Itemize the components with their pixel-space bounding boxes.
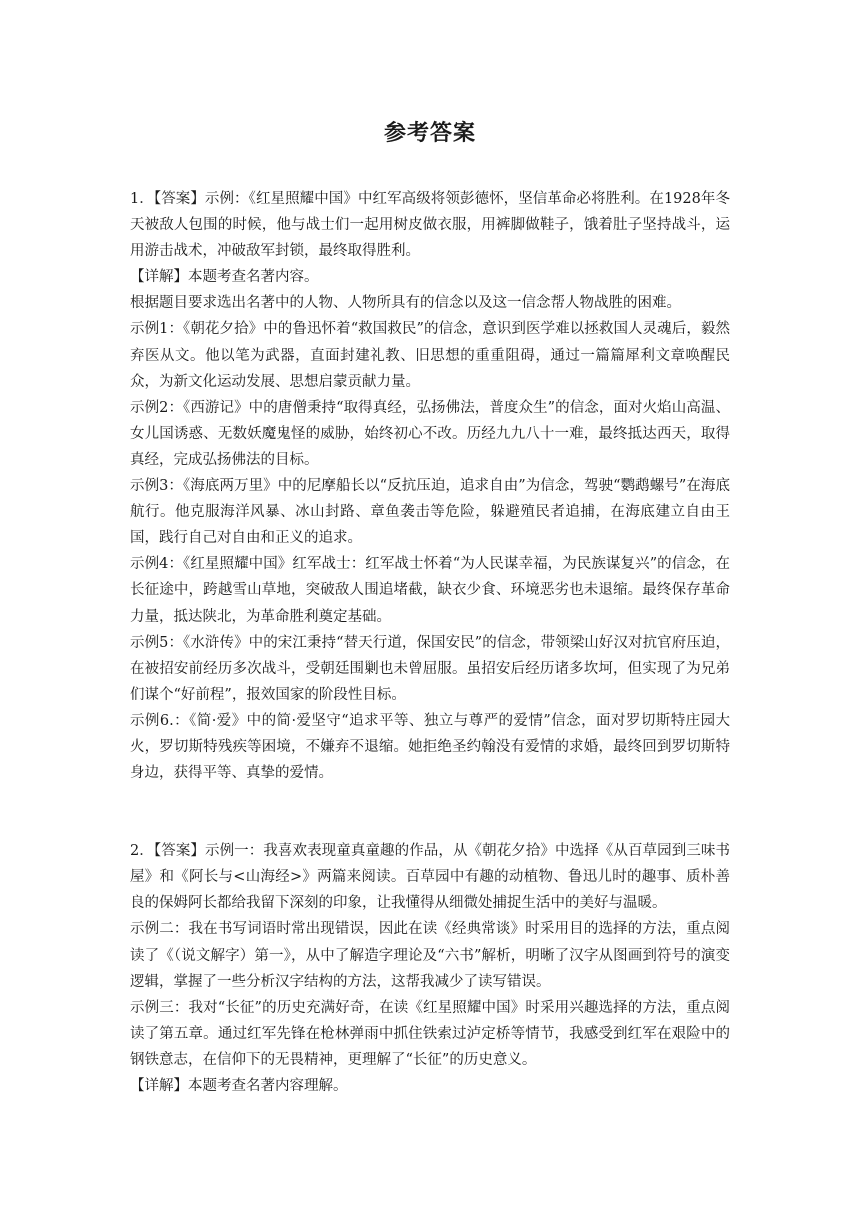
q1-example-2: 示例2：《西游记》中的唐僧秉持“取得真经，弘扬佛法，普度众生”的信念，面对火焰山高温、女儿国诱惑、无数妖魔鬼怪的威胁，始终初心不改。历经九九八十一难，最终抵达西天，取得真经，完成弘扬佛法的目标。 bbox=[130, 399, 730, 468]
q2-detail: 【详解】本题考查名著内容理解。 bbox=[130, 1078, 348, 1094]
q1-intro: 根据题目要求选出名著中的人物、人物所具有的信念以及这一信念帮人物战胜的困难。 bbox=[130, 295, 681, 312]
section-spacer bbox=[130, 786, 730, 838]
answer-content bbox=[130, 186, 730, 1099]
q2-example-3: 示例三：我对“长征”的历史充满好奇，在读《红星照耀中国》时采用兴趣选择的方法，重点阅读了第五章。通过红军先锋在枪林弹雨中抓住铁索过泸定桥等情节，我感受到红军在艰险中的钢铁意志，在信仰下的无畏精神，更理解了“长征”的历史意义。 bbox=[130, 999, 730, 1068]
q1-answer: 1．【答案】示例：《红星照耀中国》中红军高级将领彭德怀，坚信革命必将胜利。在1928年冬天被敌人包围的时候，他与战士们一起用树皮做衣服，用裤脚做鞋子，饿着肚子坚持战斗，运用游击战术，冲破敌军封锁，最终取得胜利。 bbox=[130, 191, 730, 260]
q1-example-1: 示例1：《朝花夕拾》中的鲁迅怀着“救国救民”的信念，意识到医学难以拯救国人灵魂后，毅然弃医从文。他以笔为武器，直面封建礼教、旧思想的重重阻碍，通过一篇篇犀利文章唤醒民众，为新文化运动发展、思想启蒙贡献力量。 bbox=[130, 321, 730, 390]
question-1-block bbox=[130, 186, 730, 786]
q1-example-3: 示例3：《海底两万里》中的尼摩船长以“反抗压迫，追求自由”为信念，驾驶“鹦鹉螺号”在海底航行。他克服海洋风暴、冰山封路、章鱼袭击等危险，躲避殖民者追捕，在海底建立自由王国，践行自己对自由和正义的追求。 bbox=[130, 478, 730, 547]
q1-example-6: 示例6.：《简·爱》中的简·爱坚守“追求平等、独立与尊严的爱情”信念，面对罗切斯特庄园大火，罗切斯特残疾等困境，不嫌弃不退缩。她拒绝圣约翰没有爱情的求婚，最终回到罗切斯特身边，获得平等、真挚的爱情。 bbox=[130, 712, 730, 782]
q1-example-4: 示例4：《红星照耀中国》红军战士：红军战士怀着“为人民谋幸福，为民族谋复兴”的信念，在长征途中，跨越雪山草地，突破敌人围追堵截，缺衣少食、环境恶劣也未退缩。最终保存革命力量，抵达陕北，为革命胜利奠定基础。 bbox=[130, 556, 730, 625]
q1-detail: 【详解】本题考查名著内容。 bbox=[130, 269, 319, 286]
page-title: 参考答案 bbox=[383, 120, 476, 146]
q2-example-2: 示例二：我在书写词语时常出现错误，因此在读《经典常谈》时采用目的选择的方法，重点阅读了《（说文解字）第一》，从中了解造字理论及“六书”解析，明晰了汉字从图画到符号的演变逻辑，掌握了一些分析汉字结构的方法，这帮我减少了读写错误。 bbox=[130, 921, 730, 990]
q1-example-5: 示例5：《水浒传》中的宋江秉持“替天行道，保国安民”的信念，带领梁山好汉对抗官府压迫，在被招安前经历多次战斗，受朝廷围剿也未曾屈服。虽招安后经历诸多坎坷，但实现了为兄弟们谋个“好前程”，报效国家的阶段性目标。 bbox=[130, 634, 730, 703]
q2-answer: 2．【答案】示例一：我喜欢表现童真童趣的作品，从《朝花夕拾》中选择《从百草园到三味书屋》和《阿长与<山海经>》两篇来阅读。百草园中有趣的动植物、鲁迅儿时的趣事、质朴善良的保姆阿长都给我留下深刻的印象，让我懂得从细微处捕捉生活中的美好与温暖。 bbox=[130, 843, 730, 912]
question-2-block bbox=[130, 838, 730, 1099]
